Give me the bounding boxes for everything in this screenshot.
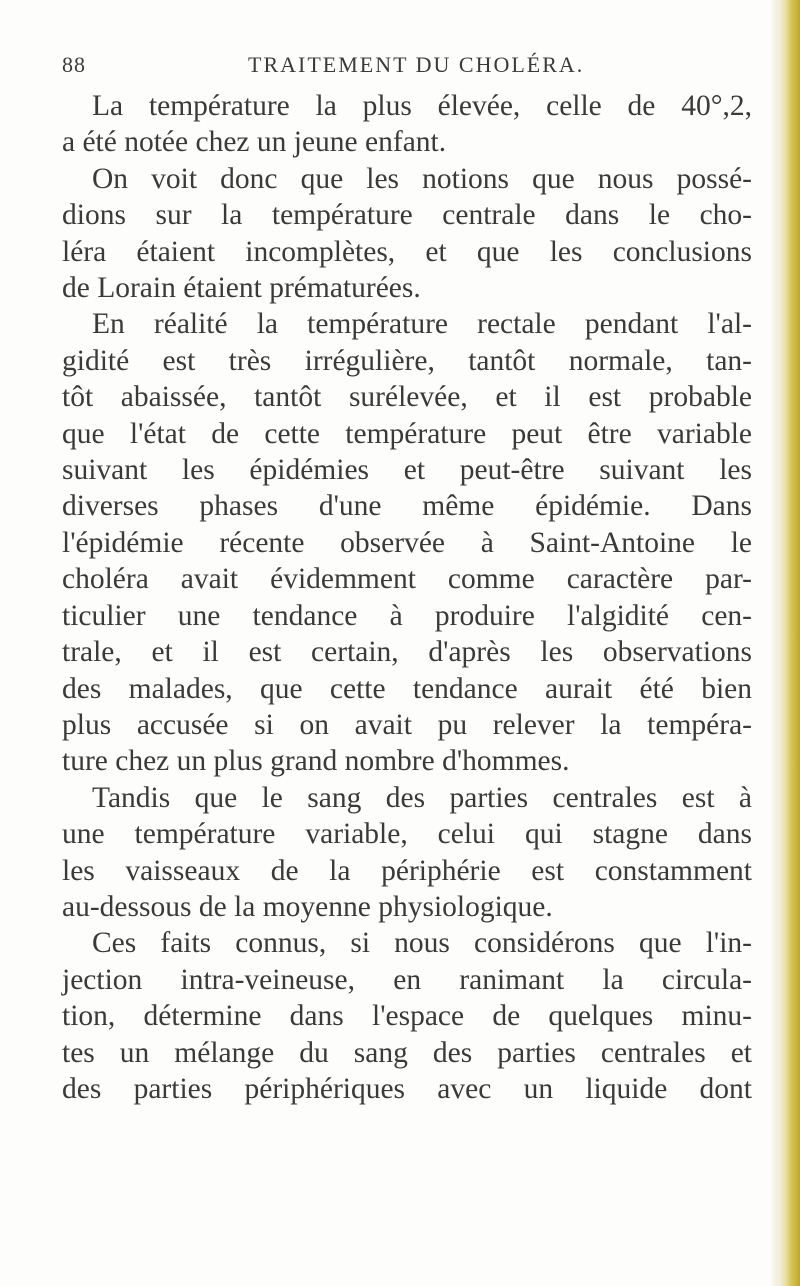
page-header <box>62 52 752 82</box>
text-line: ticulier une tendance à produire l'algidité cen- <box>62 599 752 632</box>
text-line: léra étaient incomplètes, et que les conclusions <box>62 235 752 268</box>
text-line: des malades, que cette tendance aurait été bien <box>62 672 752 705</box>
text-line: choléra avait évidemment comme caractère par- <box>62 563 752 596</box>
text-line: l'épidémie récente observée à Saint-Antoine le <box>62 526 752 559</box>
text-line: tôt abaissée, tantôt surélevée, et il est probable <box>62 381 752 414</box>
text-line: trale, et il est certain, d'après les observations <box>62 636 752 669</box>
text-line: tes un mélange du sang des parties centrales et <box>62 1036 752 1069</box>
page-number: 88 <box>62 52 86 77</box>
text-line: La température la plus élevée, celle de 40°,2, <box>92 90 752 122</box>
text-line: au-dessous de la moyenne physiologique. <box>62 890 553 923</box>
text-line: On voit donc que les notions que nous possé- <box>92 162 752 195</box>
page-edge-shadow <box>770 0 778 1286</box>
text-line: plus accusée si on avait pu relever la tempéra- <box>62 708 752 741</box>
text-line: que l'état de cette température peut être variable <box>62 417 752 450</box>
body-text <box>62 88 752 1107</box>
text-line: une température variable, celui qui stagne dans <box>62 818 752 851</box>
page-edge <box>778 0 800 1286</box>
text-line: Ces faits connus, si nous considérons que l'in- <box>92 927 752 960</box>
text-line: dions sur la température centrale dans le cho- <box>62 199 752 232</box>
text-line: des parties périphériques avec un liquide dont <box>62 1072 752 1105</box>
text-line: a été notée chez un jeune enfant. <box>62 126 447 159</box>
text-line: gidité est très irrégulière, tantôt normale, tan- <box>62 344 752 377</box>
text-line: ture chez un plus grand nombre d'hommes. <box>62 745 570 778</box>
running-title: TRAITEMENT DU CHOLÉRA. <box>248 52 585 77</box>
text-line: Tandis que le sang des parties centrales est à <box>92 781 752 814</box>
text-line: tion, détermine dans l'espace de quelques minu- <box>62 1000 752 1033</box>
text-line: jection intra-veineuse, en ranimant la circula- <box>62 963 752 996</box>
text-line: de Lorain étaient prématurées. <box>62 272 421 305</box>
text-line: En réalité la température rectale pendant l'al- <box>92 308 752 341</box>
text-line: les vaisseaux de la périphérie est constamment <box>62 854 752 887</box>
text-line: suivant les épidémies et peut-être suivant les <box>62 454 752 487</box>
text-line: diverses phases d'une même épidémie. Dans <box>62 490 752 523</box>
